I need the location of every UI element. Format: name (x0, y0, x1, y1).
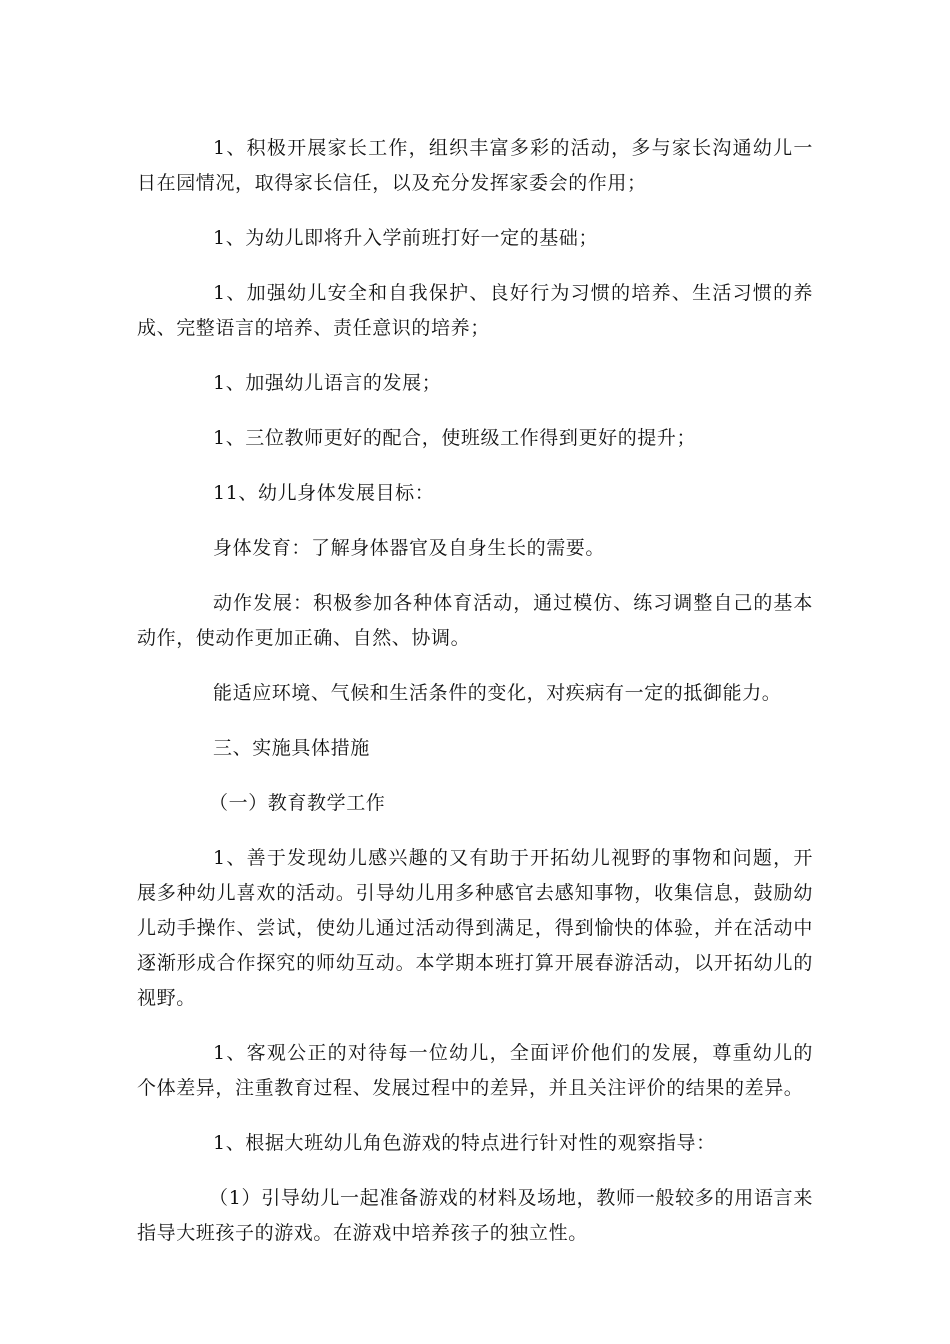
paragraph-7: 身体发育：了解身体器官及自身生长的需要。 (213, 537, 606, 559)
paragraph-8: 动作发展：积极参加各种体育活动，通过模仿、练习调整自己的基本动作，使动作更加正确、自然、协调。 (137, 592, 813, 649)
paragraph-1: 1、积极开展家长工作，组织丰富多彩的活动，多与家长沟通幼儿一日在园情况，取得家长信任，以及充分发挥家委会的作用； (137, 137, 813, 194)
paragraph-6: 11、幼儿身体发展目标： (213, 482, 435, 504)
paragraph-12: 1、善于发现幼儿感兴趣的又有助于开拓幼儿视野的事物和问题，开展多种幼儿喜欢的活动。引导幼儿用多种感官去感知事物，收集信息，鼓励幼儿动手操作、尝试，使幼儿通过活动得到满足，得到愉快的体验，并在活动中逐渐形成合作探究的师幼互动。本学期本班打算开展春游活动，以开拓幼儿的视野。 (137, 847, 813, 1009)
paragraph-5: 1、三位教师更好的配合，使班级工作得到更好的提升； (213, 427, 697, 449)
document-body (137, 131, 813, 1271)
paragraph-14: 1、根据大班幼儿角色游戏的特点进行针对性的观察指导： (213, 1132, 716, 1154)
paragraph-13: 1、客观公正的对待每一位幼儿，全面评价他们的发展，尊重幼儿的个体差异，注重教育过程、发展过程中的差异，并且关注评价的结果的差异。 (137, 1042, 813, 1099)
paragraph-3: 1、加强幼儿安全和自我保护、良好行为习惯的培养、生活习惯的养成、完整语言的培养、责任意识的培养； (137, 282, 813, 339)
paragraph-2: 1、为幼儿即将升入学前班打好一定的基础； (213, 227, 599, 249)
subsection-heading: （一）教育教学工作 (209, 792, 386, 814)
paragraph-15: （1）引导幼儿一起准备游戏的材料及场地，教师一般较多的用语言来指导大班孩子的游戏。在游戏中培养孩子的独立性。 (137, 1187, 813, 1244)
paragraph-4: 1、加强幼儿语言的发展； (213, 372, 442, 394)
section-heading: 三、实施具体措施 (213, 737, 370, 759)
paragraph-9: 能适应环境、气候和生活条件的变化，对疾病有一定的抵御能力。 (213, 682, 782, 704)
